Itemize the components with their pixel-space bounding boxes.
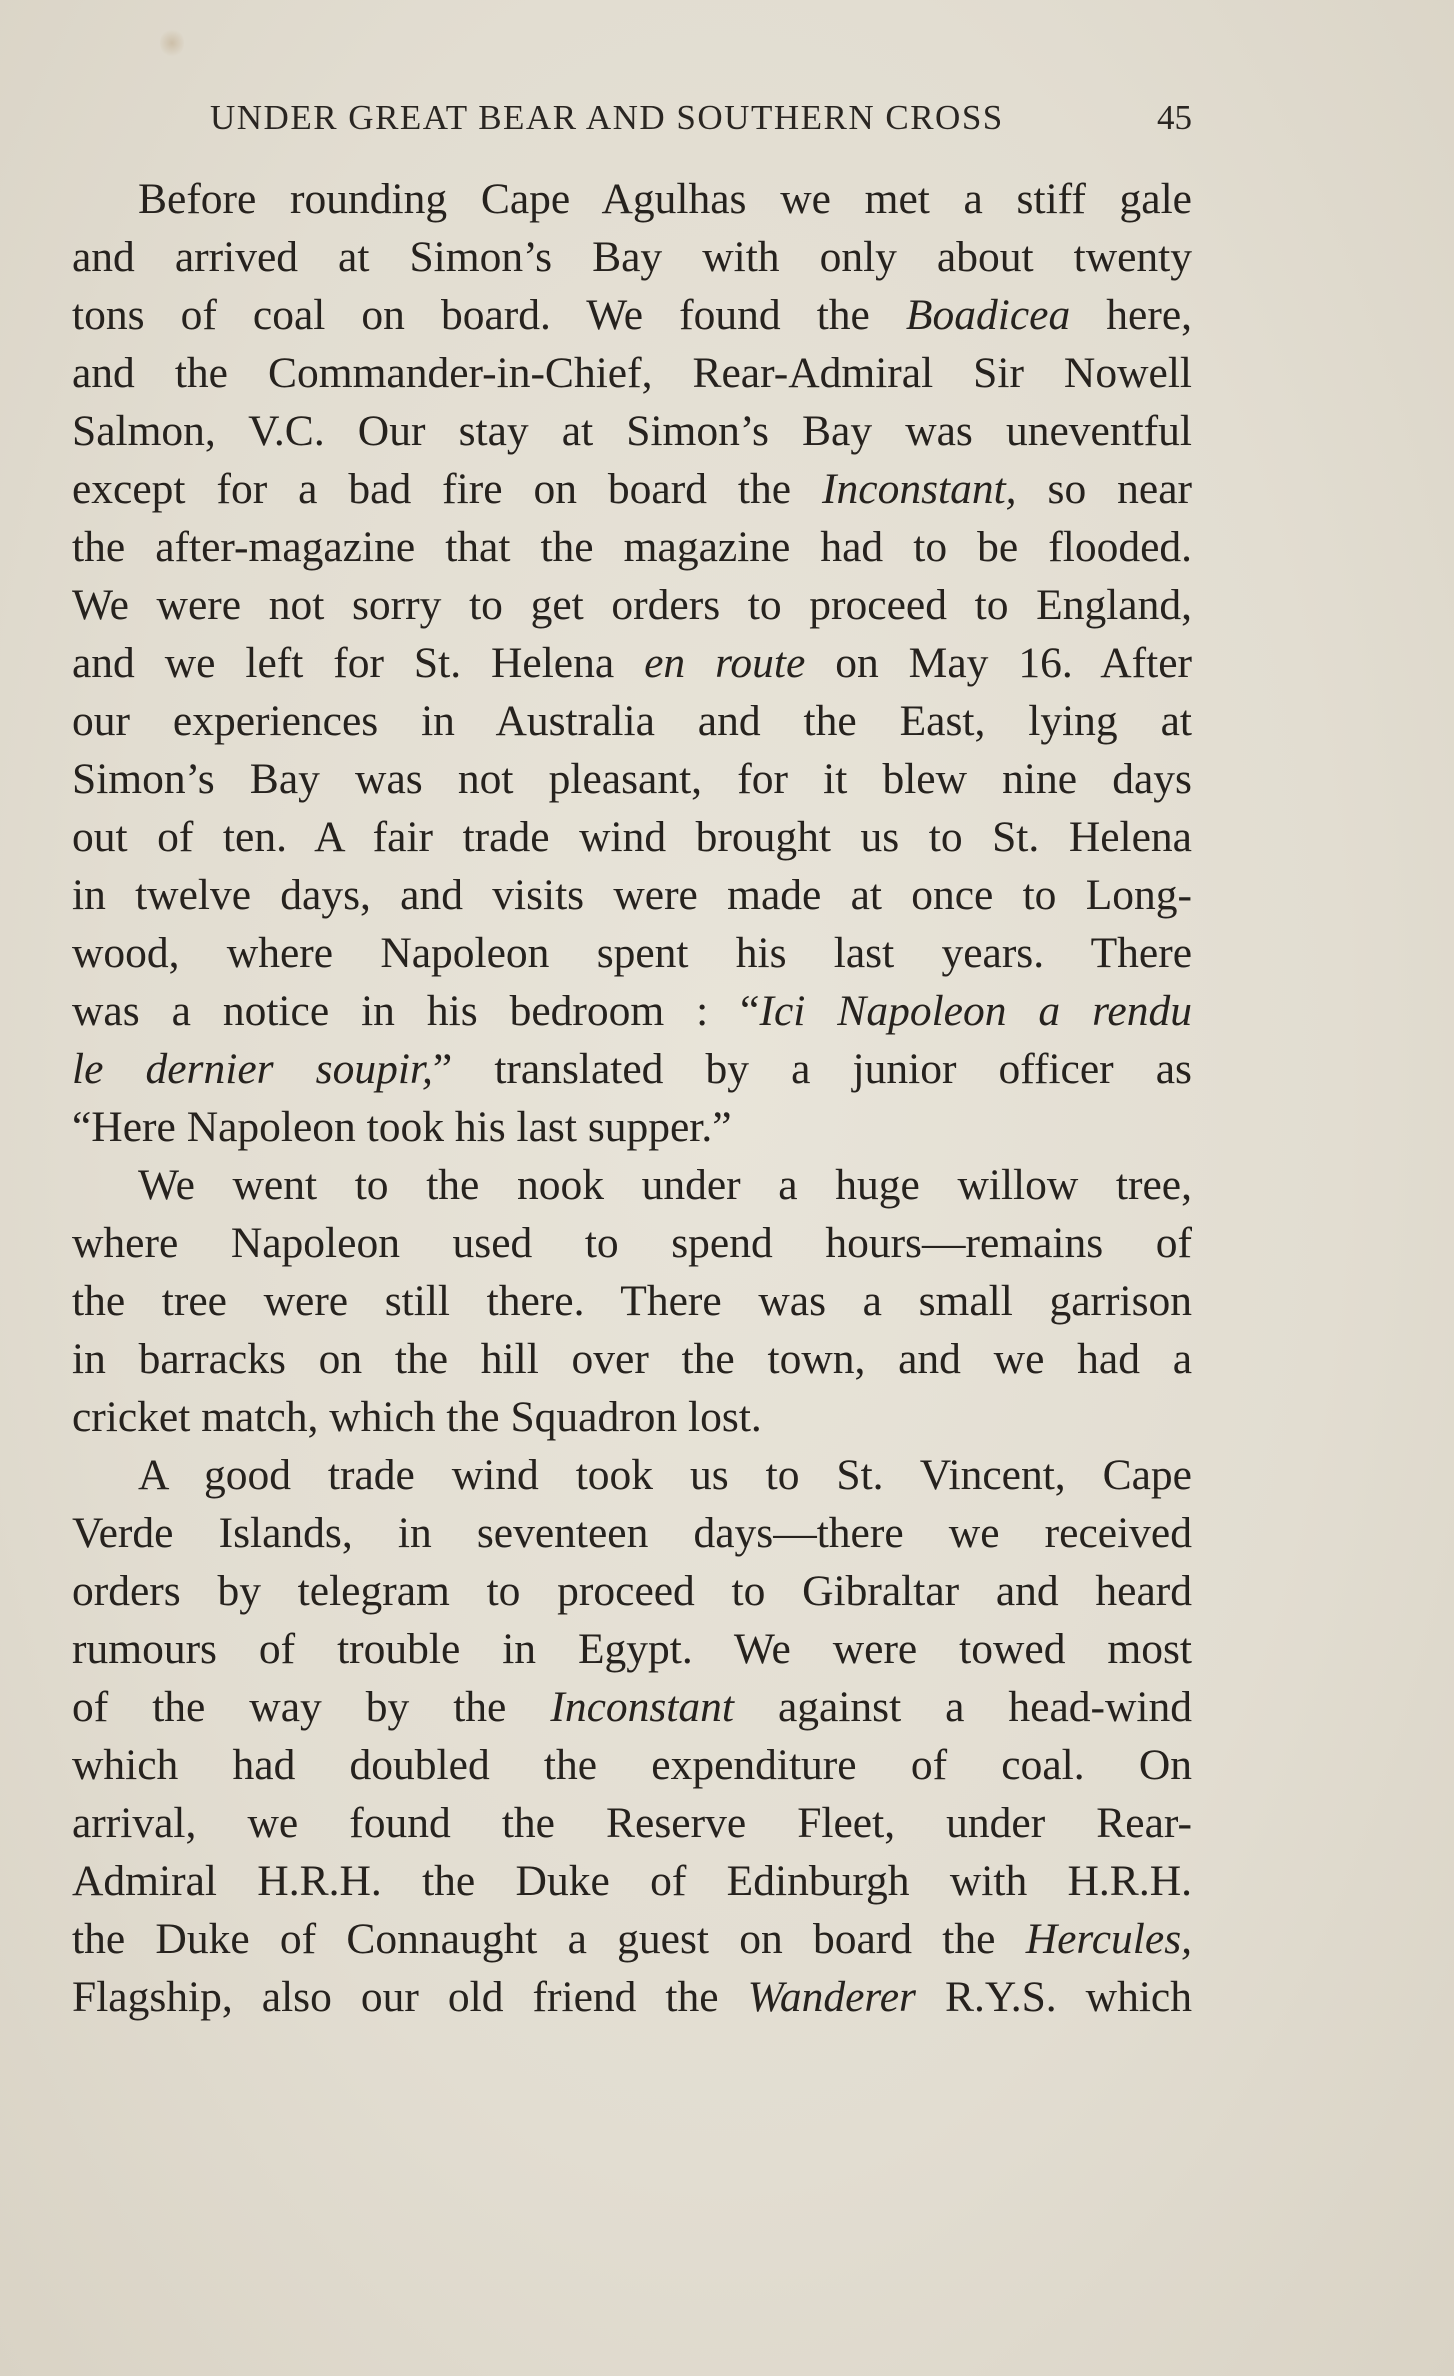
text-line xyxy=(72,1156,1192,1214)
text-line xyxy=(72,1330,1192,1388)
text-line xyxy=(72,1214,1192,1272)
text-line xyxy=(72,1040,1192,1098)
text-segment: was a notice in his bedroom : “ xyxy=(72,987,760,1035)
italic-text: Hercules, xyxy=(1025,1915,1192,1963)
italic-text: Wanderer xyxy=(747,1973,916,2021)
text-line xyxy=(72,1852,1192,1910)
text-line xyxy=(72,1736,1192,1794)
text-line xyxy=(72,1794,1192,1852)
italic-text: en route xyxy=(644,639,806,687)
text-segment: We were not sorry to get orders to proceed to England, xyxy=(72,581,1192,629)
text-line xyxy=(72,170,1192,228)
text-segment: Admiral H.R.H. the Duke of Edinburgh with H.R.H. xyxy=(72,1857,1192,1905)
text-line xyxy=(72,460,1192,518)
text-segment: in barracks on the hill over the town, and we had a xyxy=(72,1335,1192,1383)
italic-text: Boadicea xyxy=(905,291,1071,339)
text-segment: in twelve days, and visits were made at once to Long- xyxy=(72,871,1192,919)
text-segment: R.Y.S. which xyxy=(915,1973,1192,2021)
text-line xyxy=(72,576,1192,634)
text-segment: so near xyxy=(1016,465,1192,513)
italic-text: le dernier soupir, xyxy=(72,1045,433,1093)
text-line xyxy=(72,1504,1192,1562)
text-line xyxy=(72,866,1192,924)
text-line xyxy=(72,634,1192,692)
running-header xyxy=(210,98,1192,142)
text-segment: of the way by the xyxy=(72,1683,551,1731)
text-segment: the after-magazine that the magazine had to be flooded. xyxy=(72,523,1192,571)
text-line xyxy=(72,1272,1192,1330)
text-segment: here, xyxy=(1070,291,1192,339)
text-segment: and arrived at Simon’s Bay with only about twenty xyxy=(72,233,1192,281)
text-segment: where Napoleon used to spend hours—remains of xyxy=(72,1219,1192,1267)
italic-text: Inconstant, xyxy=(822,465,1017,513)
text-segment: against a head-wind xyxy=(733,1683,1193,1731)
text-line xyxy=(72,518,1192,576)
text-line xyxy=(72,1562,1192,1620)
text-segment: We went to the nook under a huge willow tree, xyxy=(138,1161,1192,1209)
text-line xyxy=(72,286,1192,344)
text-segment: tons of coal on board. We found the xyxy=(72,291,906,339)
text-line xyxy=(72,228,1192,286)
text-segment: Simon’s Bay was not pleasant, for it blew nine days xyxy=(72,755,1192,803)
text-line xyxy=(72,344,1192,402)
text-segment: A good trade wind took us to St. Vincent, Cape xyxy=(138,1451,1192,1499)
text-line xyxy=(72,924,1192,982)
text-segment: “Here Napoleon took his last supper.” xyxy=(72,1103,732,1151)
text-line xyxy=(72,1098,1192,1156)
text-line xyxy=(72,750,1192,808)
text-line xyxy=(72,1446,1192,1504)
page-number: 45 xyxy=(1157,98,1192,137)
text-segment: rumours of trouble in Egypt. We were towed most xyxy=(72,1625,1192,1673)
text-segment: the Duke of Connaught a guest on board the xyxy=(72,1915,1026,1963)
text-segment: and we left for St. Helena xyxy=(72,639,645,687)
text-line xyxy=(72,808,1192,866)
text-segment: ” translated by a junior officer as xyxy=(432,1045,1192,1093)
text-line xyxy=(72,1678,1192,1736)
paragraph xyxy=(72,1446,1192,2026)
text-line xyxy=(72,1620,1192,1678)
text-segment: Before rounding Cape Agulhas we met a stiff gale xyxy=(138,175,1192,223)
text-line xyxy=(72,1910,1192,1968)
italic-text: Inconstant xyxy=(550,1683,734,1731)
text-segment: on May 16. After xyxy=(805,639,1193,687)
text-segment: and the Commander-in-Chief, Rear-Admiral Sir Nowell xyxy=(72,349,1192,397)
text-segment: arrival, we found the Reserve Fleet, under Rear- xyxy=(72,1799,1192,1847)
text-segment: Verde Islands, in seventeen days—there we received xyxy=(72,1509,1192,1557)
text-segment: Flagship, also our old friend the xyxy=(72,1973,748,2021)
text-segment: our experiences in Australia and the East, lying at xyxy=(72,697,1192,745)
text-segment: cricket match, which the Squadron lost. xyxy=(72,1393,762,1441)
italic-text: Ici Napoleon a rendu xyxy=(759,987,1192,1035)
text-segment: Salmon, V.C. Our stay at Simon’s Bay was uneventful xyxy=(72,407,1192,455)
text-segment: except for a bad fire on board the xyxy=(72,465,823,513)
text-segment: out of ten. A fair trade wind brought us to St. Helena xyxy=(72,813,1192,861)
body-text xyxy=(72,170,1192,2026)
text-line xyxy=(72,402,1192,460)
text-segment: the tree were still there. There was a small garrison xyxy=(72,1277,1192,1325)
paper-stain xyxy=(160,28,184,58)
text-line xyxy=(72,1388,1192,1446)
paragraph xyxy=(72,170,1192,1156)
running-title: UNDER GREAT BEAR AND SOUTHERN CROSS xyxy=(210,98,1004,137)
text-segment: orders by telegram to proceed to Gibraltar and heard xyxy=(72,1567,1192,1615)
text-line xyxy=(72,982,1192,1040)
text-segment: wood, where Napoleon spent his last years. There xyxy=(72,929,1192,977)
text-line xyxy=(72,692,1192,750)
paragraph xyxy=(72,1156,1192,1446)
text-segment: which had doubled the expenditure of coal. On xyxy=(72,1741,1192,1789)
text-line xyxy=(72,1968,1192,2026)
